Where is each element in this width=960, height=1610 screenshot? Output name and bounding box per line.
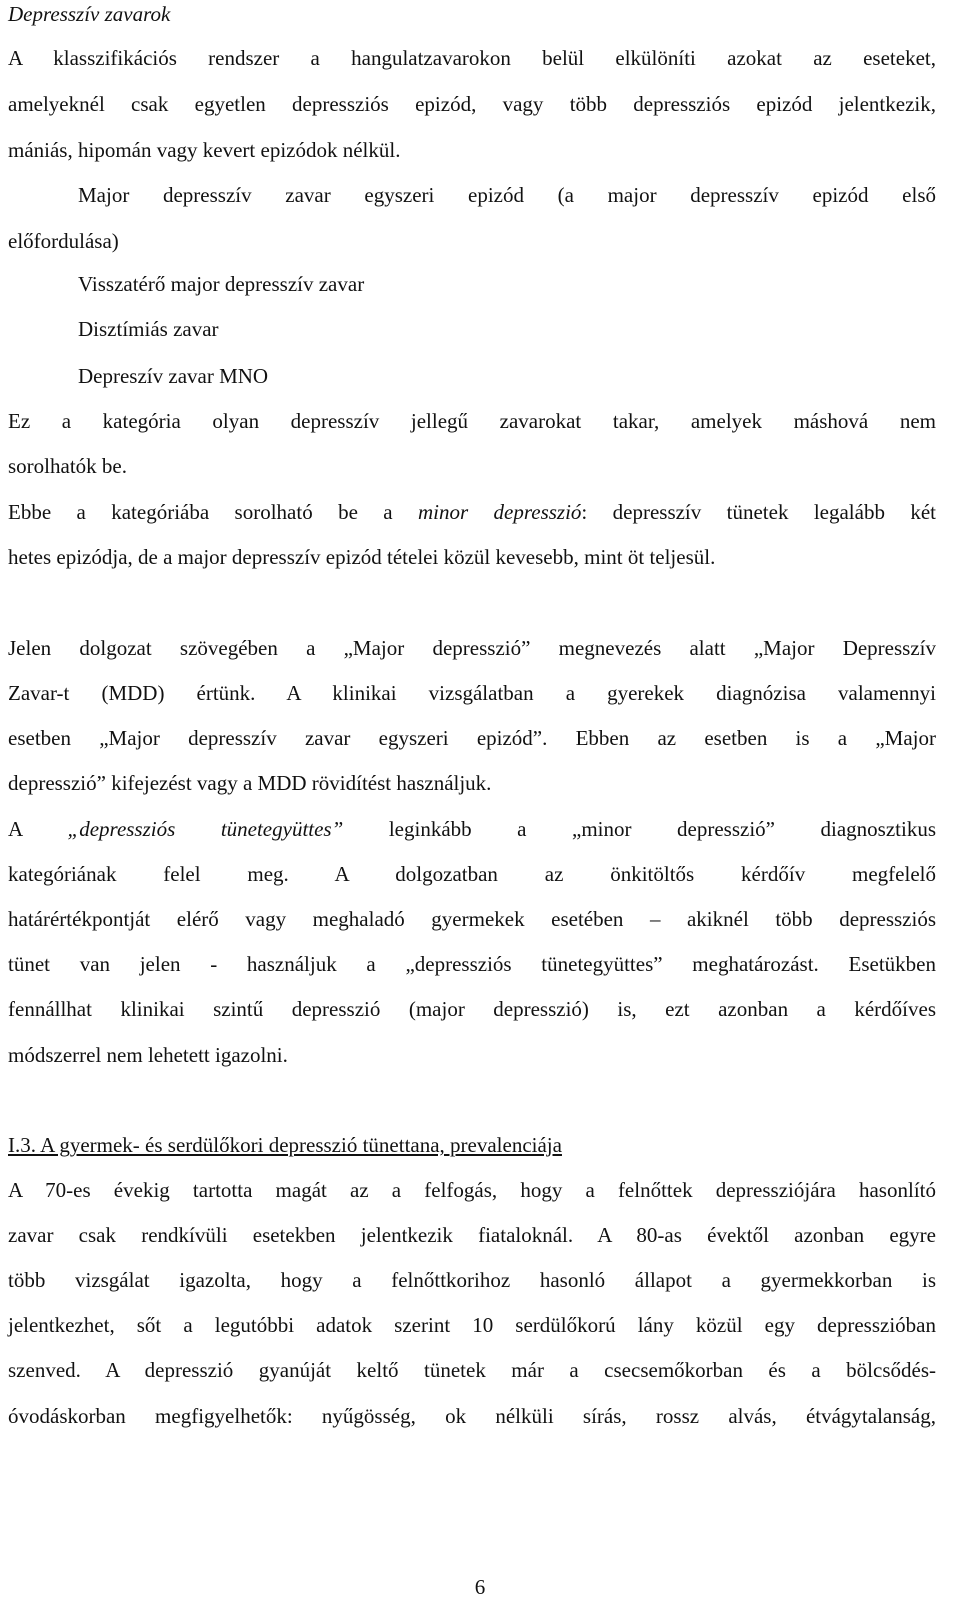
paragraph-line: Zavar-t (MDD) értünk. A klinikai vizsgálatban a gyerekek diagnózisa valamennyi xyxy=(8,681,936,705)
paragraph-line: kategóriának felel meg. A dolgozatban az önkitöltős kérdőív megfelelő xyxy=(8,862,936,886)
intro-line: mániás, hipomán vagy kevert epizódok nélkül. xyxy=(8,138,401,162)
paragraph-line: depresszió” kifejezést vagy a MDD rövidítést használjuk. xyxy=(8,771,492,795)
paragraph-line: Jelen dolgozat szövegében a „Major depresszió” megnevezés alatt „Major Depresszív xyxy=(8,636,936,660)
list-item-line: előfordulása) xyxy=(8,229,119,253)
paragraph-line: szenved. A depresszió gyanúját keltő tünetek már a csecsemőkorban és a bölcsődés- xyxy=(8,1358,936,1382)
section-title: Depresszív zavarok xyxy=(8,2,171,26)
paragraph-line: jelentkezhet, sőt a legutóbbi adatok szerint 10 serdülőkorú lány közül egy depresszióban xyxy=(8,1313,936,1337)
list-item: Disztímiás zavar xyxy=(78,317,219,341)
mno-description-line: sorolhatók be. xyxy=(8,454,127,478)
para3-pre: A xyxy=(8,817,68,841)
paragraph-line: zavar csak rendkívüli esetekben jelentkezik fiataloknál. A 80-as évektől azonban egyre xyxy=(8,1223,936,1247)
list-item: Visszatérő major depresszív zavar xyxy=(78,272,365,296)
paragraph-line xyxy=(8,815,936,843)
paragraph-line: határértékpontját elérő vagy meghaladó gyermekek esetében – akiknél több depressziós xyxy=(8,907,936,931)
paragraph-line: több vizsgálat igazolta, hogy a felnőttkorihoz hasonló állapot a gyermekkorban is xyxy=(8,1268,936,1292)
paragraph-line: esetben „Major depresszív zavar egyszeri epizód”. Ebben az esetben is a „Major xyxy=(8,726,936,750)
paragraph-line: módszerrel nem lehetett igazolni. xyxy=(8,1043,288,1067)
para3-term: „depressziós tünetegyüttes” xyxy=(67,817,344,841)
page-number: 6 xyxy=(474,1575,486,1599)
paragraph-line: óvodáskorban megfigyelhetők: nyűgösség, ok nélküli sírás, rossz alvás, étvágytalanság, xyxy=(8,1404,936,1428)
intro-line: amelyeknél csak egyetlen depressziós epizód, vagy több depressziós epizód jelentkezik, xyxy=(8,92,936,116)
para3-post: leginkább a „minor depresszió” diagnosztikus xyxy=(343,817,937,841)
minor-post: : depresszív tünetek legalább két xyxy=(581,500,936,524)
paragraph-line: fennállhat klinikai szintű depresszió (major depresszió) is, ezt azonban a kérdőíves xyxy=(8,997,936,1021)
minor-depression-line: hetes epizódja, de a major depresszív epizód tételei közül kevesebb, mint öt teljesül. xyxy=(8,545,716,569)
list-item-line: Major depresszív zavar egyszeri epizód (a major depresszív epizód első xyxy=(78,183,936,207)
minor-term: minor depresszió xyxy=(417,500,582,524)
section-heading: I.3. A gyermek- és serdülőkori depresszió tünettana, prevalenciája xyxy=(8,1133,562,1157)
list-item: Depreszív zavar MNO xyxy=(78,364,269,388)
mno-description-line: Ez a kategória olyan depresszív jellegű zavarokat takar, amelyek máshová nem xyxy=(8,409,936,433)
intro-line: A klasszifikációs rendszer a hangulatzavarokon belül elkülöníti azokat az eseteket, xyxy=(8,46,936,70)
minor-pre: Ebbe a kategóriába sorolható be a xyxy=(8,500,418,524)
minor-depression-line xyxy=(8,498,936,526)
paragraph-line: tünet van jelen - használjuk a „depressziós tünetegyüttes” meghatározást. Esetükben xyxy=(8,952,936,976)
paragraph-line: A 70-es évekig tartotta magát az a felfogás, hogy a felnőttek depressziójára hasonlító xyxy=(8,1178,936,1202)
